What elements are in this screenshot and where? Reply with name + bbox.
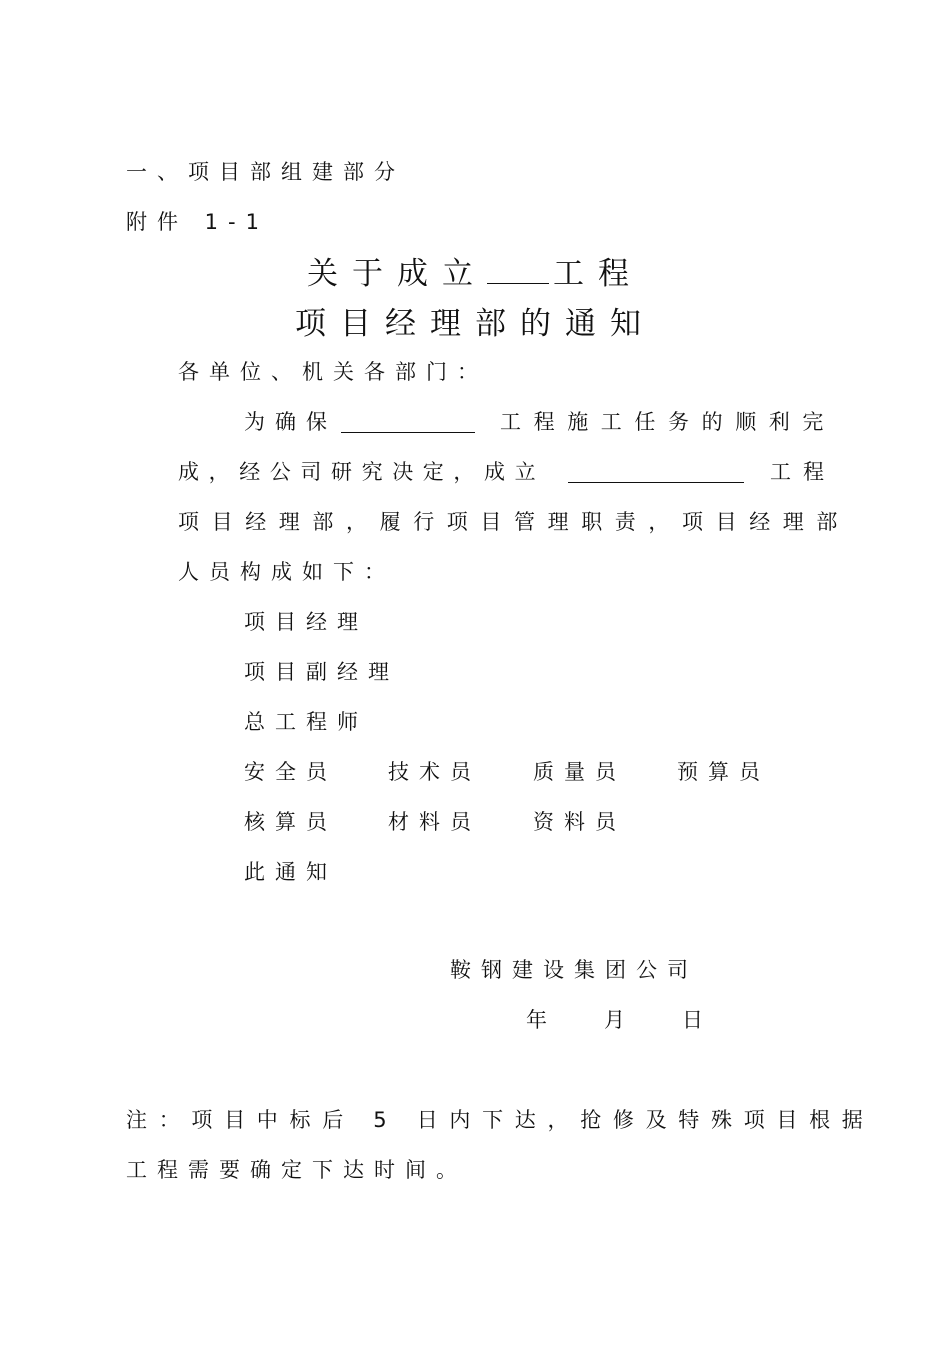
role-technician: 技术员 [388,760,481,784]
attachment-label: 附件 1-1 [126,210,269,234]
role-project-manager: 项目经理 [244,610,368,634]
salutation: 各单位、机关各部门： [178,360,488,384]
role-accountant: 核算员 [244,810,337,834]
date-day: 日 [682,1008,713,1032]
document-title-line2: 项目经理部的通知 [295,306,655,342]
role-safety-officer: 安全员 [244,760,337,784]
title-suffix: 工程 [553,256,643,292]
title-blank [487,259,549,284]
body-line-2 [178,458,836,486]
closing-text: 此通知 [244,860,337,884]
section-heading: 一、项目部组建部分 [126,160,405,184]
body-line-1 [244,408,836,436]
body-line2-start: 成，经公司研究决定，成立 [178,460,546,484]
project-department-blank [568,458,744,483]
body-line-3: 项目经理部，履行项目管理职责，项目经理部 [178,510,850,534]
date-year: 年 [526,1008,557,1032]
note-line-1: 注：项目中标后 5 日内下达，抢修及特殊项目根据 [126,1108,875,1132]
body-line-4: 人员构成如下： [178,560,395,584]
body-line2-end: 工程 [769,460,836,484]
document-title-line1 [0,254,950,294]
title-prefix: 关于成立 [307,256,487,292]
role-chief-engineer: 总工程师 [244,710,368,734]
project-name-blank [341,408,475,433]
role-materials-officer: 材料员 [388,810,481,834]
signature-company: 鞍钢建设集团公司 [450,958,698,982]
role-budget-officer: 预算员 [677,760,770,784]
date-month: 月 [604,1008,635,1032]
body-p1-end: 工程施工任务的顺利完 [500,410,836,434]
role-quality-inspector: 质量员 [533,760,626,784]
body-p1-start: 为确保 [244,410,337,434]
role-deputy-manager: 项目副经理 [244,660,399,684]
note-line-2: 工程需要确定下达时间。 [126,1158,467,1182]
role-documents-officer: 资料员 [533,810,626,834]
